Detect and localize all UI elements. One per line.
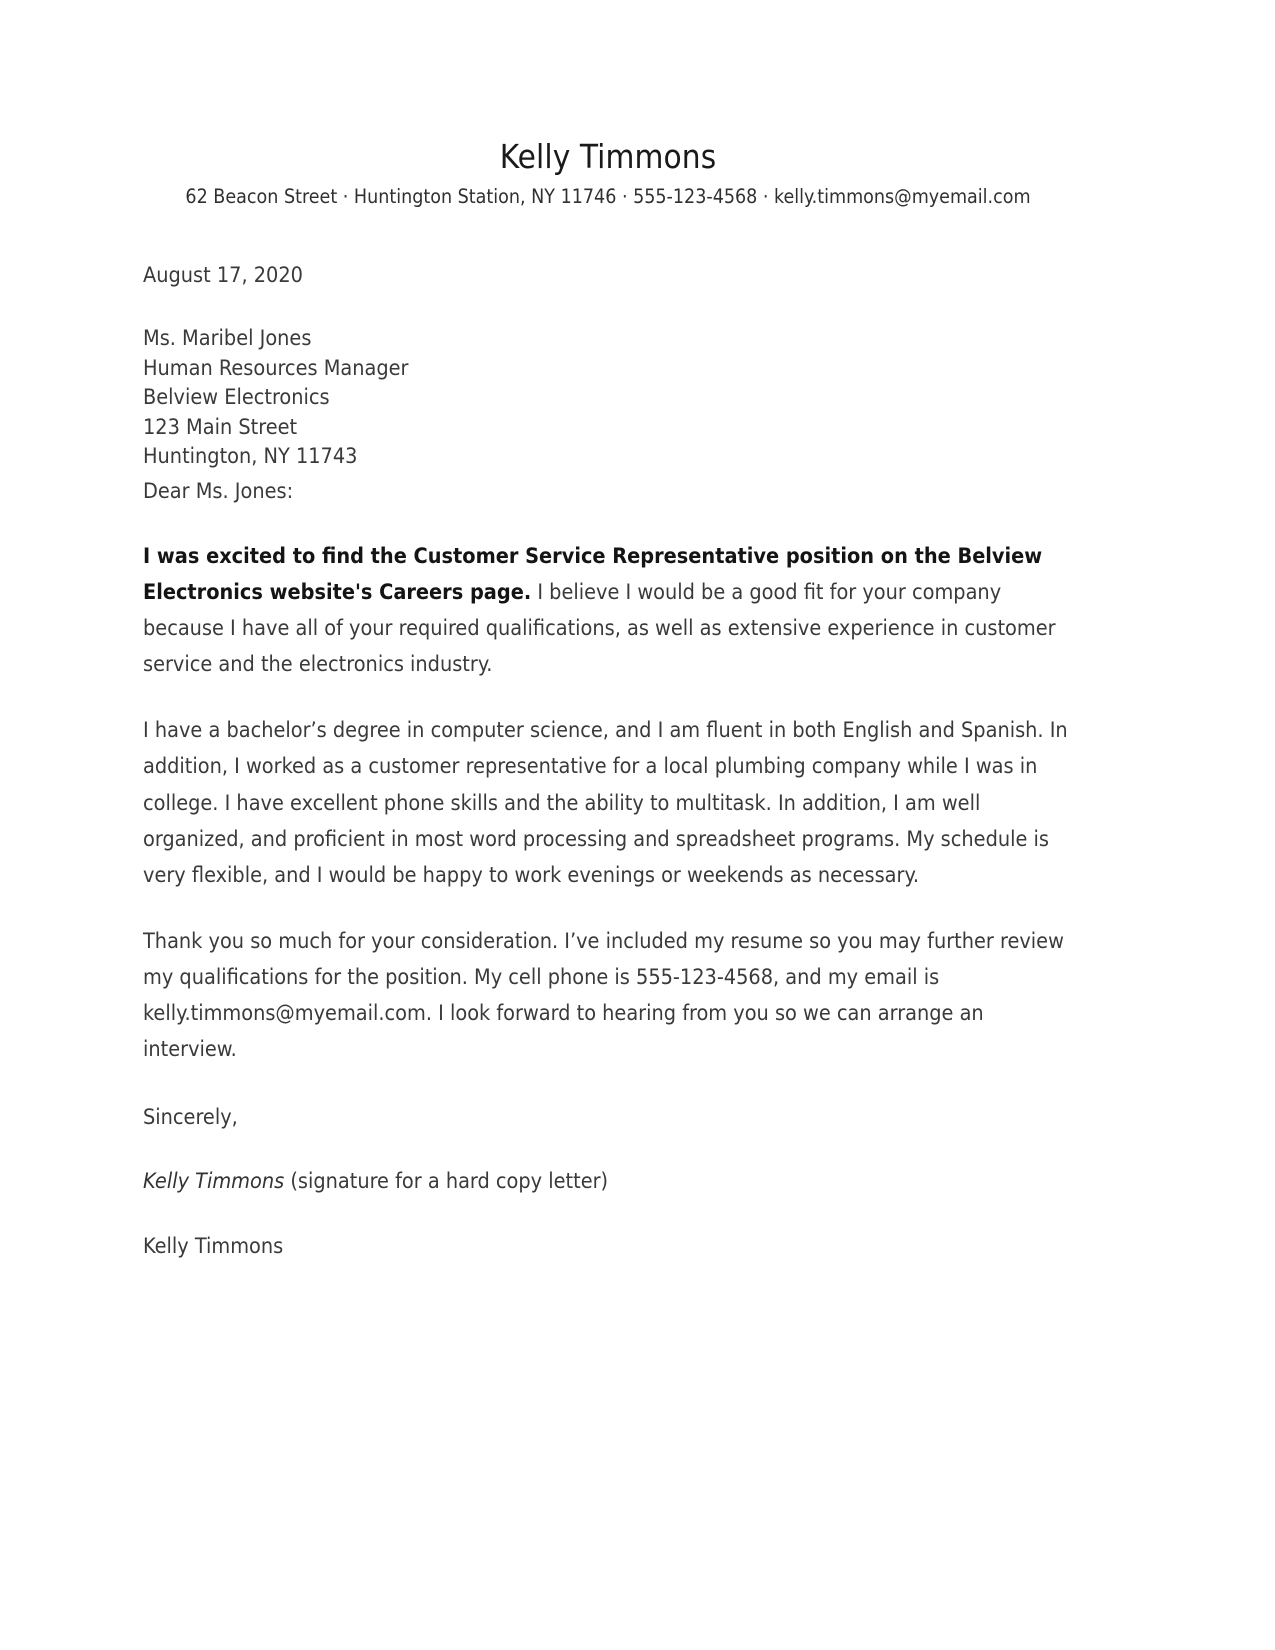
paragraph-two: I have a bachelor’s degree in computer science, and I am fluent in both English and Spanish. In addition, I worked as a customer representative for a local plumbing company while I was in college. I have excellent phone skills and the ability to multitask. In addition, I am well organized, and proficient in most word processing and spreadsheet programs. My schedule is very flexible, and I would be happy to work evenings or weekends as necessary. [143,718,1068,888]
letter-content [143,0,1073,1265]
letter-date: August 17, 2020 [143,262,303,288]
paragraph-one-remainder: I believe I would be a good fit for your company because I have all of your required qualifications, as well as extensive experience in customer service and the electronics industry. [143,580,1056,678]
paragraph-one [143,539,1073,683]
recipient-city-state-zip: Huntington, NY 11743 [143,443,358,469]
paragraph-three: Thank you so much for your consideration. I’ve included my resume so you may further review my qualifications for the position. My cell phone is 555-123-4568, and my email is kelly.timmons@myemail.com. I look forward to hearing from you so we can arrange an interview. [143,928,1064,1063]
recipient-name: Ms. Maribel Jones [143,326,312,352]
typed-sender-name: Kelly Timmons [143,1233,284,1259]
signature-note: (signature for a hard copy letter) [284,1169,609,1195]
letterhead [143,0,1073,209]
closing-salutation: Sincerely, [143,1105,238,1131]
signature-name: Kelly Timmons [143,1169,285,1195]
signature-line [143,1164,1073,1200]
paragraph-one-emphasis: I was excited to find the Customer Service Representative position on the Belview Electronics website's Careers page. [143,543,1043,605]
recipient-title: Human Resources Manager [143,355,409,381]
salutation: Dear Ms. Jones: [143,479,294,505]
sender-contact-line: 62 Beacon Street · Huntington Station, NY 11746 · 555-123-4568 · kelly.timmons@myemail.com [185,185,1031,209]
recipient-street: 123 Main Street [143,414,298,440]
sender-name: Kelly Timmons [499,137,717,176]
recipient-address-block [143,324,1073,471]
recipient-company: Belview Electronics [143,385,330,411]
